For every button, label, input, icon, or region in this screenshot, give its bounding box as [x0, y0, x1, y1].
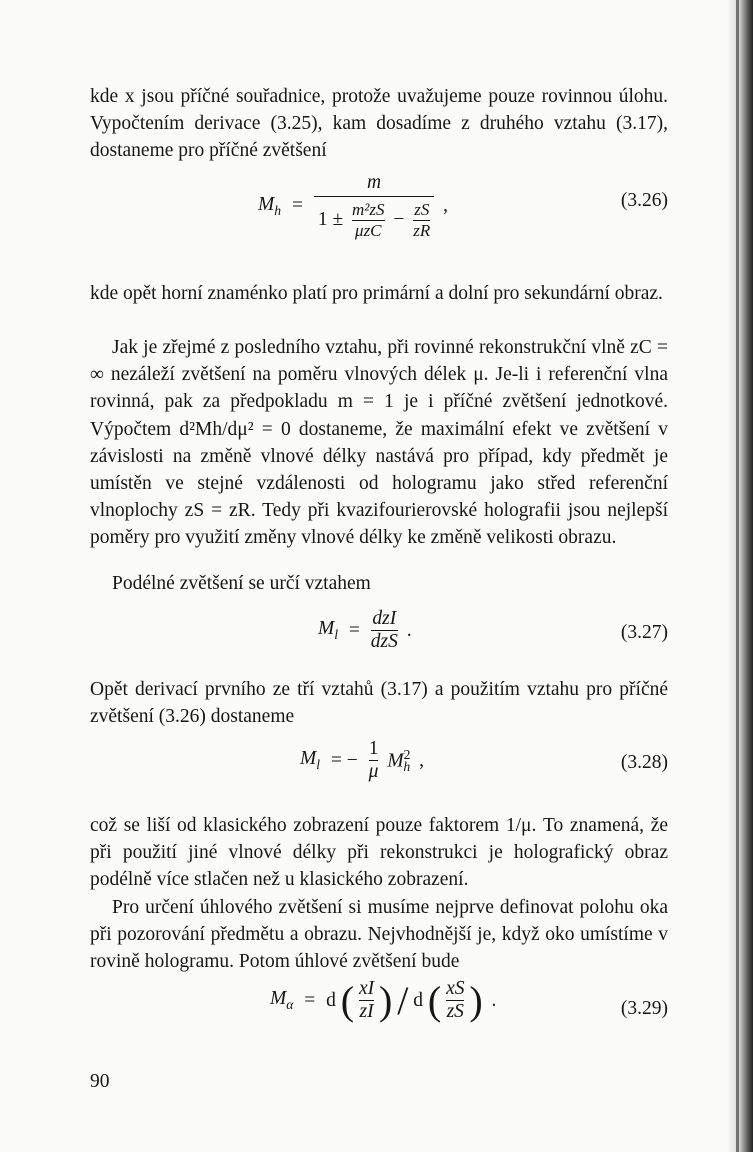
paragraph-3: Jak je zřejmé z posledního vztahu, při rovinné rekonstrukční vlně zC = ∞ nezáleží zvětšení na poměru vlnových délek μ. Je-li i referenční vlna rovinná, pak za předpokladu m = 1 je i příčné zvětšení jednotkové. Výpočtem d²Mh/dμ² = 0 dostaneme, že maximální efekt ve zvětšení v závislosti na změně vlnové délky nastává pro případ, kdy předmět je umístěn ve stejné vzdálenosti od hologramu jako střed referenční vlnoplochy zS = zR. Tedy při kvazifourierovské holografii jsou nejlepší poměry pro využití změny vlnové délky ke změně velikosti obrazu.: [90, 337, 668, 549]
eq329-equals: =: [304, 989, 316, 1011]
eq327-num: dzI: [372, 608, 397, 629]
equation-number-3-29: (3.29): [620, 998, 668, 1019]
eq328-equals: = −: [330, 749, 358, 771]
eq327-den: dzS: [370, 631, 398, 653]
eq326-equals: =: [291, 195, 303, 217]
eq329-fraction-2: [446, 978, 464, 1024]
eq329-trail: .: [491, 989, 497, 1011]
eq329-right-paren-1: ): [379, 977, 393, 1023]
eq328-rhs: $M^2_h$: [387, 746, 411, 775]
eq327-equals: =: [348, 619, 360, 641]
paragraph-2: kde opět horní znaménko platí pro primární a dolní pro sekundární obraz.: [90, 283, 663, 304]
eq326-term1: [352, 200, 385, 240]
eq328-num: 1: [368, 738, 379, 759]
eq326-lhs: $M_h$: [258, 193, 282, 218]
eq329-d1: d: [326, 989, 336, 1011]
eq329-d1-den: zI: [359, 1001, 374, 1023]
equation-number-3-27: (3.27): [620, 622, 668, 643]
eq326-fraction: [314, 172, 434, 241]
paragraph-5: Opět derivací prvního ze tří vztahů (3.17) a použitím vztahu pro příčné zvětšení (3.26) dostaneme: [90, 679, 668, 728]
eq326-term1-num: m²zS: [352, 200, 385, 220]
equation-3-27-body: [318, 608, 412, 654]
eq329-slash: /: [397, 977, 409, 1023]
eq329-left-paren-1: (: [340, 977, 355, 1023]
equation-3-26-body: [258, 172, 448, 241]
equation-number-3-26: (3.26): [620, 190, 668, 211]
eq326-term2: [413, 200, 430, 240]
eq327-lhs: $M_l$: [318, 618, 339, 643]
eq326-numerator: m: [367, 172, 382, 193]
eq326-term2-num: zS: [414, 200, 430, 220]
eq328-trail: ,: [419, 749, 424, 771]
eq329-d2-den: zS: [446, 1001, 464, 1023]
page-number: 90: [90, 1071, 110, 1092]
eq327-trail: .: [406, 619, 412, 641]
eq326-one-pm: 1 ±: [317, 209, 344, 231]
eq327-fraction: [371, 608, 398, 654]
eq326-term1-den: μzC: [352, 220, 385, 241]
eq328-lhs: $M_l$: [300, 748, 321, 773]
paragraph-6: což se liší od klasického zobrazení pouze faktorem 1/μ. To znamená, že při použití jiné vlnové délky při rekonstrukci je holografický obraz podélně více stlačen než u klasického zobrazení.: [90, 815, 668, 891]
paragraph-7: Pro určení úhlového zvětšení si musíme nejprve definovat polohu oka při pozorování předmětu a obrazu. Nejvhodnější je, když oko umístíme v rovině hologramu. Potom úhlové zvětšení bude: [90, 897, 668, 973]
paragraph-4: Podélné zvětšení se určí vztahem: [112, 573, 371, 594]
eq329-left-paren-2: (: [427, 977, 442, 1023]
eq326-denominator: [314, 196, 434, 240]
eq326-minus: −: [393, 209, 405, 231]
eq328-fraction: [369, 738, 379, 784]
eq329-n1: xI: [359, 978, 375, 999]
eq328-den: μ: [368, 761, 379, 783]
eq329-right-paren-2: ): [469, 977, 483, 1023]
eq329-fraction-1: [359, 978, 374, 1024]
equation-3-26: [0, 172, 753, 272]
eq326-trail: ,: [443, 195, 449, 217]
equation-3-27: [0, 608, 753, 668]
equation-3-29: [0, 978, 753, 1048]
eq329-d2: d: [413, 989, 423, 1011]
paragraph-1: kde x jsou příčné souřadnice, protože uvažujeme pouze rovinnou úlohu. Vypočtením derivace (3.25), kam dosadíme z druhého vztahu (3.17), dostaneme pro příčné zvětšení: [90, 86, 668, 162]
equation-3-29-body: [270, 978, 496, 1024]
equation-number-3-28: (3.28): [620, 752, 668, 773]
eq329-n2: xS: [446, 978, 465, 999]
equation-3-28-body: [300, 738, 424, 784]
equation-3-28: [0, 738, 753, 798]
eq329-lhs: $M_\alpha$: [270, 988, 294, 1013]
eq326-term2-den: zR: [413, 220, 431, 240]
